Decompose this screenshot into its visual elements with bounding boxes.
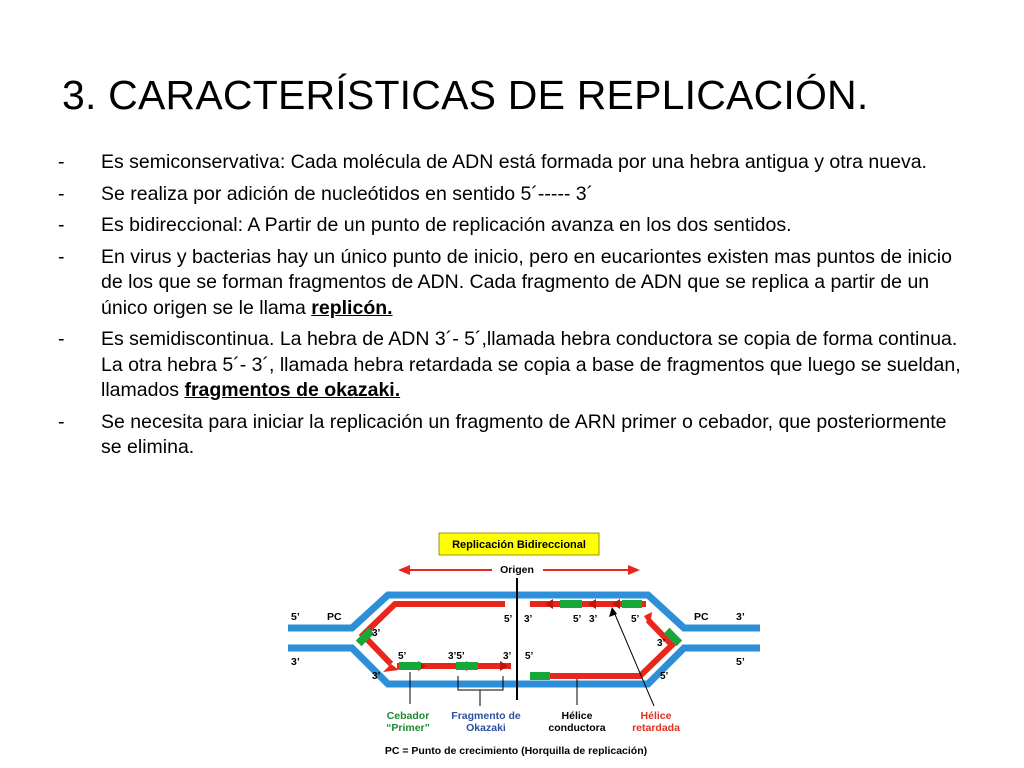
diagram-caption: PC = Punto de crecimiento (Horquilla de replicación) [384,745,648,757]
inner-label: 3’ [372,671,381,682]
inner-label: 3’ [503,651,512,662]
inner-label: 5’ [660,671,669,682]
strand-end-label: 5’ [736,656,745,668]
growth-point-label-left: PC [327,611,342,623]
inner-label: 5’ [504,614,513,625]
bullet-marker: - [58,151,65,173]
inner-label: 3’ [657,638,666,649]
term-replicon: replicón. [311,296,393,319]
primer-segment [399,662,421,670]
bullet-marker: - [58,182,65,205]
okazaki-label-line1: Fragmento de [451,710,521,722]
leading-strand-left-head [383,664,399,672]
primer-segment [530,672,550,680]
bullet-marker: - [58,410,65,433]
term-okazaki: fragmentos de okazaki. [184,379,401,401]
lagging-pointer [614,612,654,706]
diagram-banner-text: Replicación Bidireccional [452,539,586,551]
bullet-text: En virus y bacterias hay un único punto de inicio, pero en eucariontes existen mas puntos de inicio de los que se forman fragmentos de ADN. Cada fragmento de ADN que se replica a partir de un único origen se le llama [101,245,952,319]
strand-end-label: 3’ [736,611,745,623]
bullet-text: Es bidireccional: A Partir de un punto de replicación avanza en los dos sentidos. [101,214,792,236]
bullet-text: Es semidiscontinua. La hebra de ADN 3´- 5´,llamada hebra conductora se copia de forma continua. La otra hebra 5´- 3´, llamada hebra retardada se copia a base de fragmentos que luego se sueldan, llamados [101,328,961,401]
primer-label-line2: “Primer” [386,722,430,734]
inner-label: 3’ [372,628,381,639]
inner-label: 3’ [524,614,533,625]
inner-label: 3’ [589,614,598,625]
leading-strand-left [363,604,505,664]
origin-arrowhead-right [628,565,640,575]
segment-arrow-c [500,661,508,671]
bullet-text: Se necesita para iniciar la replicación un fragmento de ARN primer o cebador, que posteriormente se elimina. [101,410,947,458]
strand-end-label: 3’ [291,656,300,668]
bullet-text: Se realiza por adición de nucleótidos en sentido 5´----- 3´ [101,182,594,205]
primer-label-line1: Cebador [386,710,430,722]
primer-segment [622,600,642,608]
leading-label-line2: conductora [548,722,606,734]
inner-label: 5’ [525,651,534,662]
page-title: 3. CARACTERÍSTICAS DE REPLICACIÓN. [62,72,869,118]
segment-arrow-f [612,599,620,609]
bullet-text: Es semiconservativa: Cada molécula de ADN está formada por una hebra antigua y otra nueva. [101,151,927,173]
segment-arrow-e [588,599,596,609]
origin-label: Origen [500,564,534,576]
primer-segment [456,662,478,670]
leading-label-line1: Hélice [561,710,593,722]
strand-end-label: 5’ [291,611,300,623]
parental-strand-bottom [288,648,760,684]
okazaki-label-line2: Okazaki [466,722,506,734]
inner-label: 5’ [398,651,407,662]
inner-label: 5’ [573,614,582,625]
inner-label: 5’ [631,614,640,625]
inner-label: 3’5’ [448,651,465,662]
bullet-marker: - [58,328,65,350]
bullet-marker: - [58,245,65,268]
lagging-label-line2: retardada [632,722,680,734]
primer-segment [560,600,582,608]
bullet-marker: - [58,214,65,236]
growth-point-label-right: PC [694,611,709,623]
segment-arrow-d [545,599,553,609]
lagging-label-line1: Hélice [640,710,672,722]
origin-arrowhead-left [398,565,410,575]
leading-strand-right [530,620,672,676]
